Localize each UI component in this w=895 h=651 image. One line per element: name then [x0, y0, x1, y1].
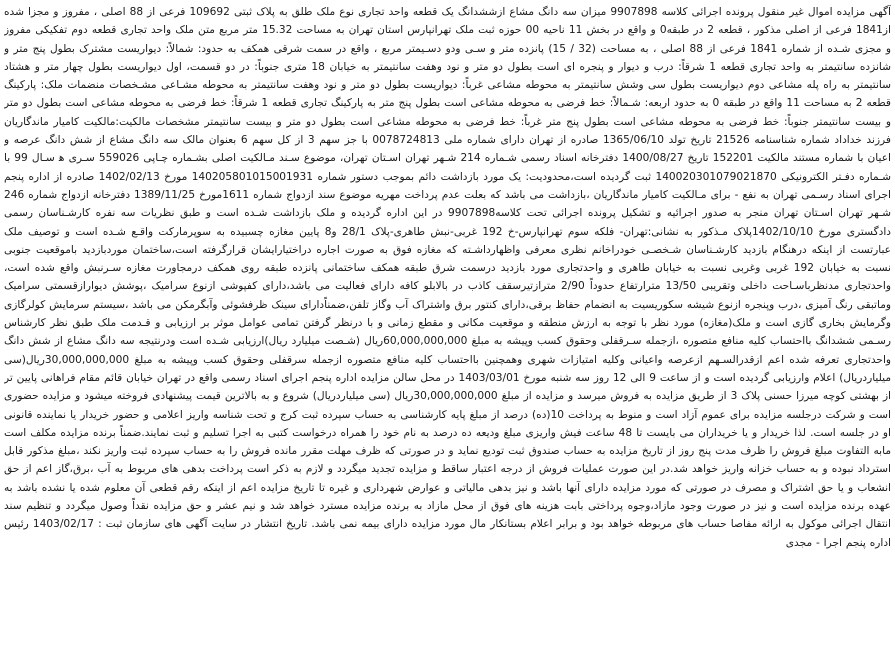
notice-body-text: آگهی مزایده اموال غیر منقول پرونده اجرائی کلاسه 9907898 میزان سه دانگ مشاع ازششدانگ یک قطعه واحد تجاری نوع ملک طلق به پلاک ثبتی 109692 فرعی از 88 اصلی ، مفروز و مجزا شده از1841 فرعی از اصلی مذکور ، قطعه 2 در طبقه0 و واقع در بخش 11 ناحیه 00 حوزه ثبت ملک تهرانپارس استان تهران به مساحت 15.32 متر مربع متن ملک واحد تجاری قطعه دوم تفکیکی مفروز و مجزی شـده از شماره 1841 فرعی از 88 اصلی ، به مساحت (32 / 15) پانزده متر و سـی ودو دسـیمتر مربع ، واقع در سمت شرقی همکف به حدود: شمالاً: دیواریست مشترک بطول پنج متر و شانزده سانتیمتر به واحد تجاری قطعه 1 شرقاً: درب و دیوار و پنجره ای است بطول دو متر و نود وهفت سانتیمتر به خیابان 18 متری جنوباً: در دو قسمت، اول دیواریست بطول چهار متر و هشتاد سانتیمتر به راه پله مشاعی دوم دیواریست بطول سی وشش سانتیمتر به محوطه مشاعی غرباً: دیواریست بطول دو متر و نود وهفت سانتیمتر به محوطه مشـاعی مشـخصات منضمات ملک: پارکینگ قطعه 2 به مساحت 11 واقع در طبقه 0 به حدود اربعه: شـمالاً: خط فرضی به محوطه مشاعی است بطول پنج متر به پارکینگ تجاری قطعه 1 شرقاً: خط فرضی به محوطه مشاعی است بطول دو متر و بیست سانتیمتر جنوباً: خط فرضی به محوطه مشاعی است بطول پنج متر غرباً: خط فرضی به محوطه مشاعی است بطول دو متر و بیست سانتیمتر مشخصات مالکیت:مالکیت کامیار ماندگاریان فرزند خداداد شماره شناسنامه 21526 تاریخ تولد 1365/06/10 صادره از تهران دارای شماره ملی 0078724813 با جز سهم 3 از کل سهم 6 بعنوان مالک سه دانگ مشاع از شش دانگ عرصه و اعیان با شماره مستند مالکیت 152201 تاریخ 1400/08/27 دفترخانه اسناد رسمی شـماره 214 شـهر تهران اسـتان تهران، موضوع سـند مـالکیت اصلی بشـماره چـاپی 559026 سـری ﻫ سـال 99 با شـماره دفـتر الکترونیکی 140020301079021870 ثبت گردیده است،محدودیت: یک مورد بازداشت دائم بموجب دستور شماره 140205801015001931 مورخ 1402/02/13 صادره از اداره پنجم اجرای اسناد رسـمی تهران به نفع - برای مـالکیت کامیار ماندگاریان ،بازداشت می باشد که بعلت عدم پرداخت مهریه موضوع سند ازدواج شماره 1611مورخ 1389/11/25 دفترخانه ازدواج شماره 246 شـهر تهران اسـتان تهران منجر به صدور اجرائیه و تشکیل پرونده اجرائی تحت کلاسه9907898 در این اداره گردیده و ملک بازداشت شـده است و طبق نظریات سه نفره کارشـناسان رسمی دادگستری مورخ 1402/10/10پلاک مـذکور به نشانی:تهران- فلکه سوم تهرانپارس-خ 192 غربی-نبش طاهری-پلاک 28/1 و8 پایین مغازه چسبیده به سوپرمارکت واقـع شـده است و توصیف ملک عبارتست از اینکه درهنگام بازدید کارشـناسان شـخصـی خودراخانم نظری معرفی واظهارداشـته که مغازه فوق به صورت اجاره دراختیارایشان قرارگرفته است،ساختمان موردبازدید باموقعیت جنوبی نسبت به خیابان 192 غربی وغربی نسبت به خیابان طاهری و واحدتجاری مورد بازدید درسمت شرق طبقه همکف ساختمانی پانزده طبقه روی همکف درمجاورت مغازه سـرنبش واقع شده است، واحدتجاری مدنظرباسـاحت داخلی وتقریبی 13/50 مترارتفاع حدوداً 2/90 مترازتیرسقف کاذب در بالابلو کافه دارای فعالیت می باشد،دارای کفپوشی ازنوع سرامیک ،پوشش دیوارازقسمتی سرامیک وماتبقی رنگ آمیزی ،درب وپنجره ازنوع شیشه سکوریسیت به انضمام حفاظ برقی،دارای کنتور برق واشتراک آب وگاز تلفن،ضمناًدارای سینک ظرفشوئی وآبگرمکن می باشد ،سیستم سرمایش کولرگازی وگرمایش بخاری گازی است و ملک(مغازه) مورد نظر با توجه به ارزش منطقه و موقعیت مکانی و مقطع زمانی و با درنظر گرفتن تمامی عوامل موثر بر ارزیابی و قـدمت ملک طبق نظر کارشناس رسـمی ششدانگ بااحتساب کلیه منافع متصوره ،ازجمله سـرقفلی وحقوق کسب وپیشه به مبلغ 60,000,000,000ریال (شـصت میلیارد ریال)ارزیابی شـده است ودرنتیجه سه دانگ مشاع از شش دانگ واحدتجاری تعرفه شده اعم ازقدرالسـهم ازعرصه واعیانی وکلیه امتیازات شهری وهمچنین بااحتساب کلیه منافع متصوره ازجمله سرقفلی وحقوق کسب وپیشه به مبلغ 30,000,000,000ریال(سی میلیاردریال) اعلام وارزیابی گردیده است و از ساعت 9 الی 12 روز سه شنبه مورخ 1403/03/01 در محل سالن مزایده اداره پنجم اجرای اسناد رسمی واقع در تهران خیابان قائم مقام فراهانی پایین تر از بهشتی کوچه میرزا حسنی پلاک 3 از طریق مزایده به فروش میرسد و مزایده از مبلغ 30,000,000,000ریال (سی میلیاردریال) شروع و به بالاترین قیمت پیشنهادی فروخته میشود و مزایده حضوری است و شرکت درجلسه مزایده برای عموم آزاد است و منوط به پرداخت 10(ده) درصد از مبلغ پایه کارشناسی به حساب سپرده ثبت کرج و تحت شناسه واریز اعلامی و حضور خریدار یا نماینده قانونی او در جلسه است. لذا خریدار و یا خریداران می بایست تا 48 ساعت فیش واریزی مبلغ ودیعه ده درصد به نام خود را همراه درخواست کتبی به اجرا تسلیم و ثبت نمایند.ضمناً برنده مزایده مکلف است مابه التفاوت مبلغ فروش را ظرف مدت پنج روز از تاریخ مزایده به حساب صندوق ثبت تودیع نماید و در صورتی که ظرف مهلت مقرر مانده فروش را به حساب سپرده ثبت واریز نکند ،مبلغ مذکور قابل استرداد نبوده و به حساب خزانه واریز خواهد شد.در این صورت عملیات فروش از درجه اعتبار ساقط و مزایده تجدید میگردد و لازم به ذکر است پرداخت بدهی های مربوط به آب ،برق،گاز اعم از حق انشعاب و یا حق اشتراک و مصرف در صورتی که مورد مزایده دارای آنها باشد و نیز بدهی مالیاتی و عوارض شهرداری و غیره تا تاریخ مزایده اعم از اینکه رقم قطعی آن معلوم شده یا نشده باشد به عهده برنده مزایده است و نیز در صورت وجود مازاد،وجوه پرداختی بابت هزینه های فوق از محل مازاد به برنده مزایده مسترد خواهد شد و نیم عشر و حق مزایده نقداً وصول میگردد و تنظیم سند انتقال اجرائی موکول به ارائه مفاصا حساب های مربوطه خواهد بود و برابر اعلام بستانکار مال مورد مزایده دارای بیمه نمی باشد. تاریخ انتشار در سایت آگهی های سازمان ثبت : 1403/02/17 رئیس اداره پنجم اجرا - مجدی — [4, 6, 891, 549]
auction-notice-document — [4, 3, 891, 648]
